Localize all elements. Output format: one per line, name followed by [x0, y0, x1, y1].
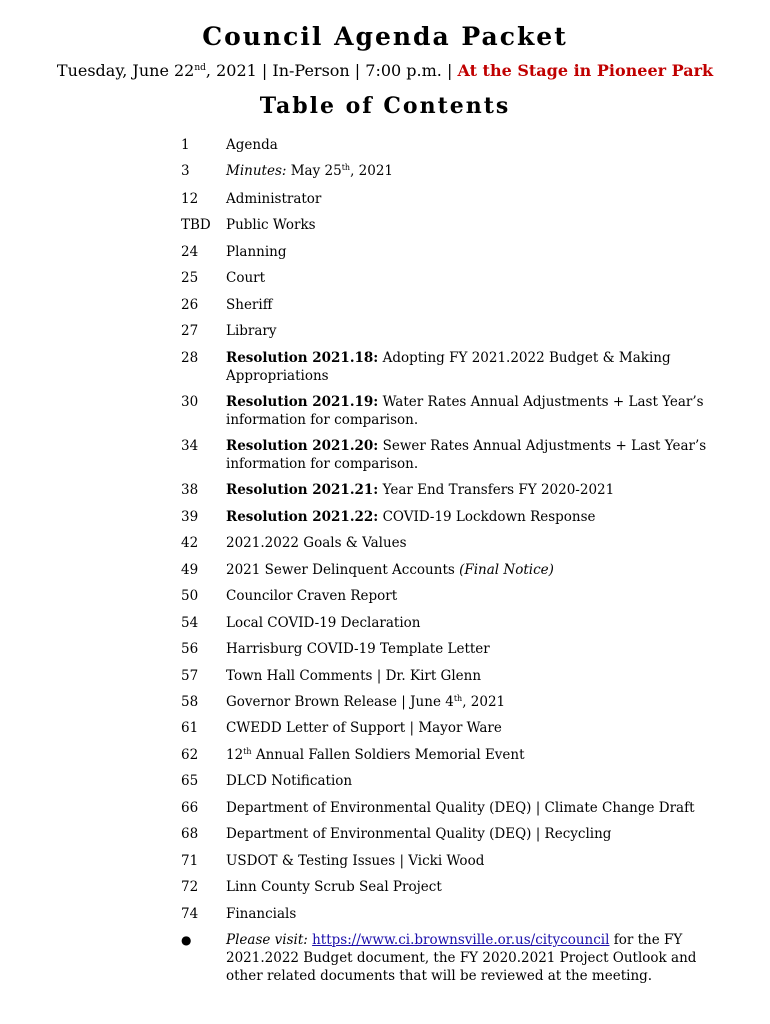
- toc-entry-text: [226, 667, 716, 685]
- toc-entry-title-end: Annual Fallen Soldiers Memorial Event: [251, 747, 525, 763]
- toc-entry-label: Resolution 2021.21:: [226, 482, 379, 498]
- toc-entry-text: [226, 878, 716, 896]
- toc-entry-title: May 25: [286, 163, 342, 179]
- toc-page-number: 34: [181, 438, 199, 454]
- toc-entry-text: [226, 136, 716, 154]
- toc-entry-title: 12: [226, 747, 244, 763]
- toc-entry-title: Department of Environmental Quality (DEQ) | Climate Change Draft: [226, 800, 695, 816]
- toc-page-number: 26: [181, 297, 199, 313]
- meeting-info: [0, 61, 770, 80]
- toc-page-number: 65: [181, 773, 199, 789]
- toc-entry-title: 2021 Sewer Delinquent Accounts: [226, 562, 460, 578]
- toc-page-number: 39: [181, 509, 199, 525]
- toc-page-number: 30: [181, 394, 199, 410]
- toc-entry-text: [226, 481, 716, 499]
- toc-page-number: 38: [181, 482, 199, 498]
- toc-page-number: 3: [181, 163, 190, 179]
- toc-entry-text: [226, 587, 716, 605]
- bullet-icon: ●: [181, 933, 192, 947]
- toc-entry-title: Agenda: [226, 137, 278, 153]
- toc-entry-text: [226, 322, 716, 340]
- toc-entry-text: [226, 640, 716, 658]
- toc-heading: Table of Contents: [259, 93, 511, 119]
- meeting-venue: At the Stage in Pioneer Park: [457, 61, 714, 80]
- toc-entry-label: Resolution 2021.20:: [226, 438, 379, 454]
- toc-entry-text: [226, 799, 716, 817]
- toc-entry-title: DLCD Notification: [226, 773, 353, 789]
- toc-entry-text: [226, 561, 716, 579]
- document-title: Council Agenda Packet: [202, 22, 568, 51]
- toc-entry-text: [226, 852, 716, 870]
- toc-entry-label: Resolution 2021.22:: [226, 509, 379, 525]
- toc-entry-text: [226, 534, 716, 552]
- toc-entry-text: [226, 162, 716, 180]
- toc-entry-title-end: , 2021: [462, 694, 506, 710]
- toc-entry-text: [226, 269, 716, 287]
- toc-entry-title: Water Rates Annual Adjustments + Last Year’s information for comparison.: [226, 394, 704, 428]
- toc-entry-title-end: , 2021: [350, 163, 394, 179]
- toc-entry-title: Court: [226, 270, 266, 286]
- toc-entry-title: Local COVID-19 Declaration: [226, 615, 421, 631]
- toc-page-number: 74: [181, 906, 199, 922]
- toc-entry-title: Harrisburg COVID-19 Template Letter: [226, 641, 490, 657]
- toc-entry-title: Governor Brown Release | June 4: [226, 694, 454, 710]
- toc-page-number: 72: [181, 879, 199, 895]
- toc-page-number: 1: [181, 137, 190, 153]
- toc-entry-title: Sheriff: [226, 297, 273, 313]
- toc-entry-title: 2021.2022 Goals & Values: [226, 535, 407, 551]
- visit-note-text: [226, 931, 716, 985]
- toc-page-number: 54: [181, 615, 199, 631]
- toc-page-number: 25: [181, 270, 199, 286]
- toc-entry-label: Resolution 2021.18:: [226, 350, 379, 366]
- toc-page-number: 27: [181, 323, 199, 339]
- toc-entry-title: Planning: [226, 244, 287, 260]
- toc-entry-title: Year End Transfers FY 2020-2021: [378, 482, 615, 498]
- date-suffix: nd: [194, 63, 206, 73]
- toc-entry-text: [226, 393, 716, 429]
- toc-entry-label: Resolution 2021.19:: [226, 394, 379, 410]
- toc-entry-text: [226, 719, 716, 737]
- toc-page-number: 57: [181, 668, 199, 684]
- toc-entry-title: Library: [226, 323, 277, 339]
- toc-entry-title: Sewer Rates Annual Adjustments + Last Year’s information for comparison.: [226, 438, 707, 472]
- toc-page-number: TBD: [181, 217, 211, 233]
- toc-entry-title: Adopting FY 2021.2022 Budget & Making Appropriations: [226, 350, 671, 384]
- toc-entry-title: Public Works: [226, 217, 316, 233]
- toc-page-number: 68: [181, 826, 199, 842]
- toc-page-number: 62: [181, 747, 199, 763]
- toc-entry-text: [226, 693, 716, 711]
- toc-entry-sup: th: [453, 694, 463, 703]
- toc-entry-text: [226, 905, 716, 923]
- toc-entry-sup: th: [341, 163, 351, 172]
- toc-entry-text: [226, 243, 716, 261]
- toc-page-number: 28: [181, 350, 199, 366]
- toc-entry-title: Financials: [226, 906, 297, 922]
- toc-entry-text: [226, 216, 716, 234]
- toc-page-number: 61: [181, 720, 199, 736]
- toc-entry-text: [226, 746, 716, 764]
- toc-entry-title: Department of Environmental Quality (DEQ) | Recycling: [226, 826, 612, 842]
- toc-entry-title: CWEDD Letter of Support | Mayor Ware: [226, 720, 502, 736]
- toc-page-number: 50: [181, 588, 199, 604]
- city-council-link[interactable]: https://www.ci.brownsville.or.us/citycouncil: [312, 932, 610, 948]
- toc-entry-title: Councilor Craven Report: [226, 588, 398, 604]
- toc-entry-label: Minutes:: [226, 163, 287, 179]
- toc-entry-text: [226, 614, 716, 632]
- toc-page-number: 24: [181, 244, 199, 260]
- toc-entry-text: [226, 772, 716, 790]
- toc-entry-text: [226, 825, 716, 843]
- toc-page-number: 56: [181, 641, 199, 657]
- toc-page-number: 12: [181, 191, 199, 207]
- toc-page-number: 66: [181, 800, 199, 816]
- meeting-details: , 2021 | In-Person | 7:00 p.m. |: [205, 61, 458, 80]
- toc-page-number: 49: [181, 562, 199, 578]
- toc-entry-text: [226, 437, 716, 473]
- toc-page-number: 42: [181, 535, 199, 551]
- meeting-date: Tuesday, June 22: [56, 61, 195, 80]
- toc-entry-title: USDOT & Testing Issues | Vicki Wood: [226, 853, 485, 869]
- toc-entry-title: COVID-19 Lockdown Response: [378, 509, 596, 525]
- toc-entry-sup: th: [243, 747, 252, 756]
- toc-entry-text: [226, 349, 716, 385]
- toc-entry-title: Administrator: [226, 191, 322, 207]
- visit-note-lead: Please visit:: [226, 932, 308, 948]
- toc-entry-title: Town Hall Comments | Dr. Kirt Glenn: [226, 668, 482, 684]
- toc-entry-text: [226, 296, 716, 314]
- visit-note-body: for the FY 2021.2022 Budget document, the FY 2020.2021 Project Outlook and other related documents that will be reviewed at the meeting.: [226, 932, 697, 984]
- toc-entry-note: (Final Notice): [459, 562, 554, 578]
- toc-page-number: 58: [181, 694, 199, 710]
- toc-page-number: 71: [181, 853, 199, 869]
- toc-entry-text: [226, 508, 716, 526]
- toc-entry-title: Linn County Scrub Seal Project: [226, 879, 442, 895]
- toc-entry-text: [226, 190, 716, 208]
